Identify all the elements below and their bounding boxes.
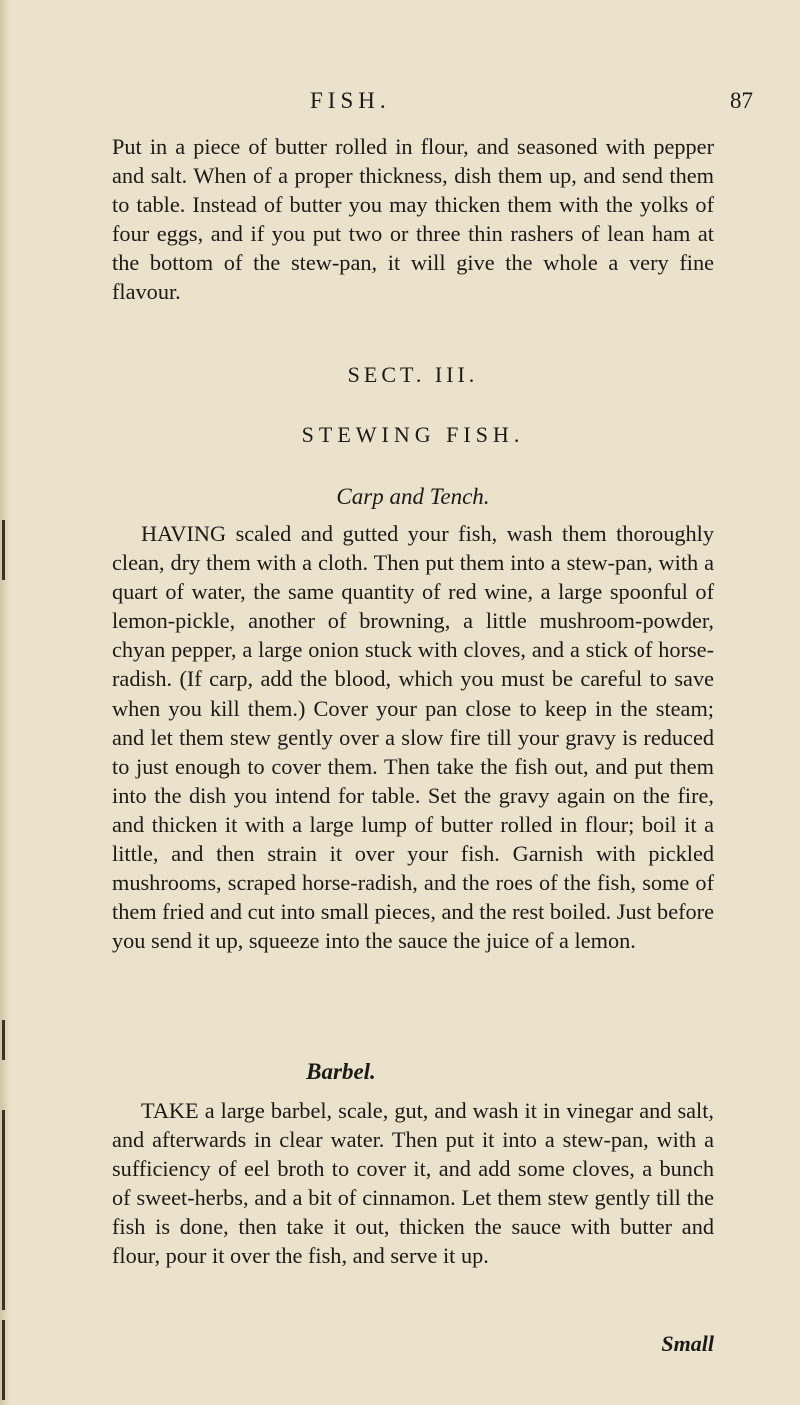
gutter-shadow (2, 1020, 5, 1060)
gutter-shadow (2, 520, 5, 580)
page-header (0, 88, 800, 122)
opening-paragraph: Put in a piece of butter rolled in flour, and seasoned with pepper and salt. When of a proper thickness, dish them up, and send them to table. Instead of butter you may thicken them with the yolks of four eggs, and if you put two or three thin rashers of lean ham at the bottom of the stew-pan, it will give the whole a very fine flavour. (112, 134, 714, 305)
binding-gutter (0, 0, 10, 1405)
recipe-paragraph-barbel: TAKE a large barbel, scale, gut, and wash it in vinegar and salt, and afterwards in clear water. Then put it into a stew-pan, with a sufficiency of eel broth to cover it, and add some cloves, a bunch of sweet-herbs, and a bit of cinnamon. Let them stew gently till the fish is done, then take it out, thicken the sauce with butter and flour, pour it over the fish, and serve it up. (112, 1098, 714, 1269)
gutter-shadow (2, 1110, 5, 1310)
section-heading: SECT. III. (347, 362, 479, 387)
recipe-title-barbel: Barbel. (306, 1059, 376, 1084)
recipe-title-carp-and-tench: Carp and Tench. (336, 484, 490, 509)
recipe-paragraph-carp-and-tench: HAVING scaled and gutted your fish, wash them thoroughly clean, dry them with a cloth. Then put them into a stew-pan, with a quart of water, the same quantity of red wine, a large spoonful of lemon-pickle, another of browning, a little mushroom-powder, chyan pepper, a large onion stuck with cloves, and a stick of horse-radish. (If carp, add the blood, which you must be careful to save when you kill them.) Cover your pan close to keep in the steam; and let them stew gently over a slow fire till your gravy is reduced to just enough to cover them. Then take the fish out, and put them into the dish you intend for table. Set the gravy again on the fire, and thicken it with a large lump of butter rolled in flour; boil it a little, and then strain it over your fish. Garnish with pickled mushrooms, scraped horse-radish, and the roes of the fish, some of them fried and cut into small pieces, and the rest boiled. Just before you send it up, squeeze into the sauce the juice of a lemon. (112, 521, 714, 954)
chapter-heading: STEWING FISH. (301, 422, 525, 447)
page-number: 87 (730, 88, 753, 113)
gutter-shadow (2, 1320, 5, 1400)
catchword: Small (661, 1331, 714, 1356)
running-head: FISH. (310, 88, 391, 113)
